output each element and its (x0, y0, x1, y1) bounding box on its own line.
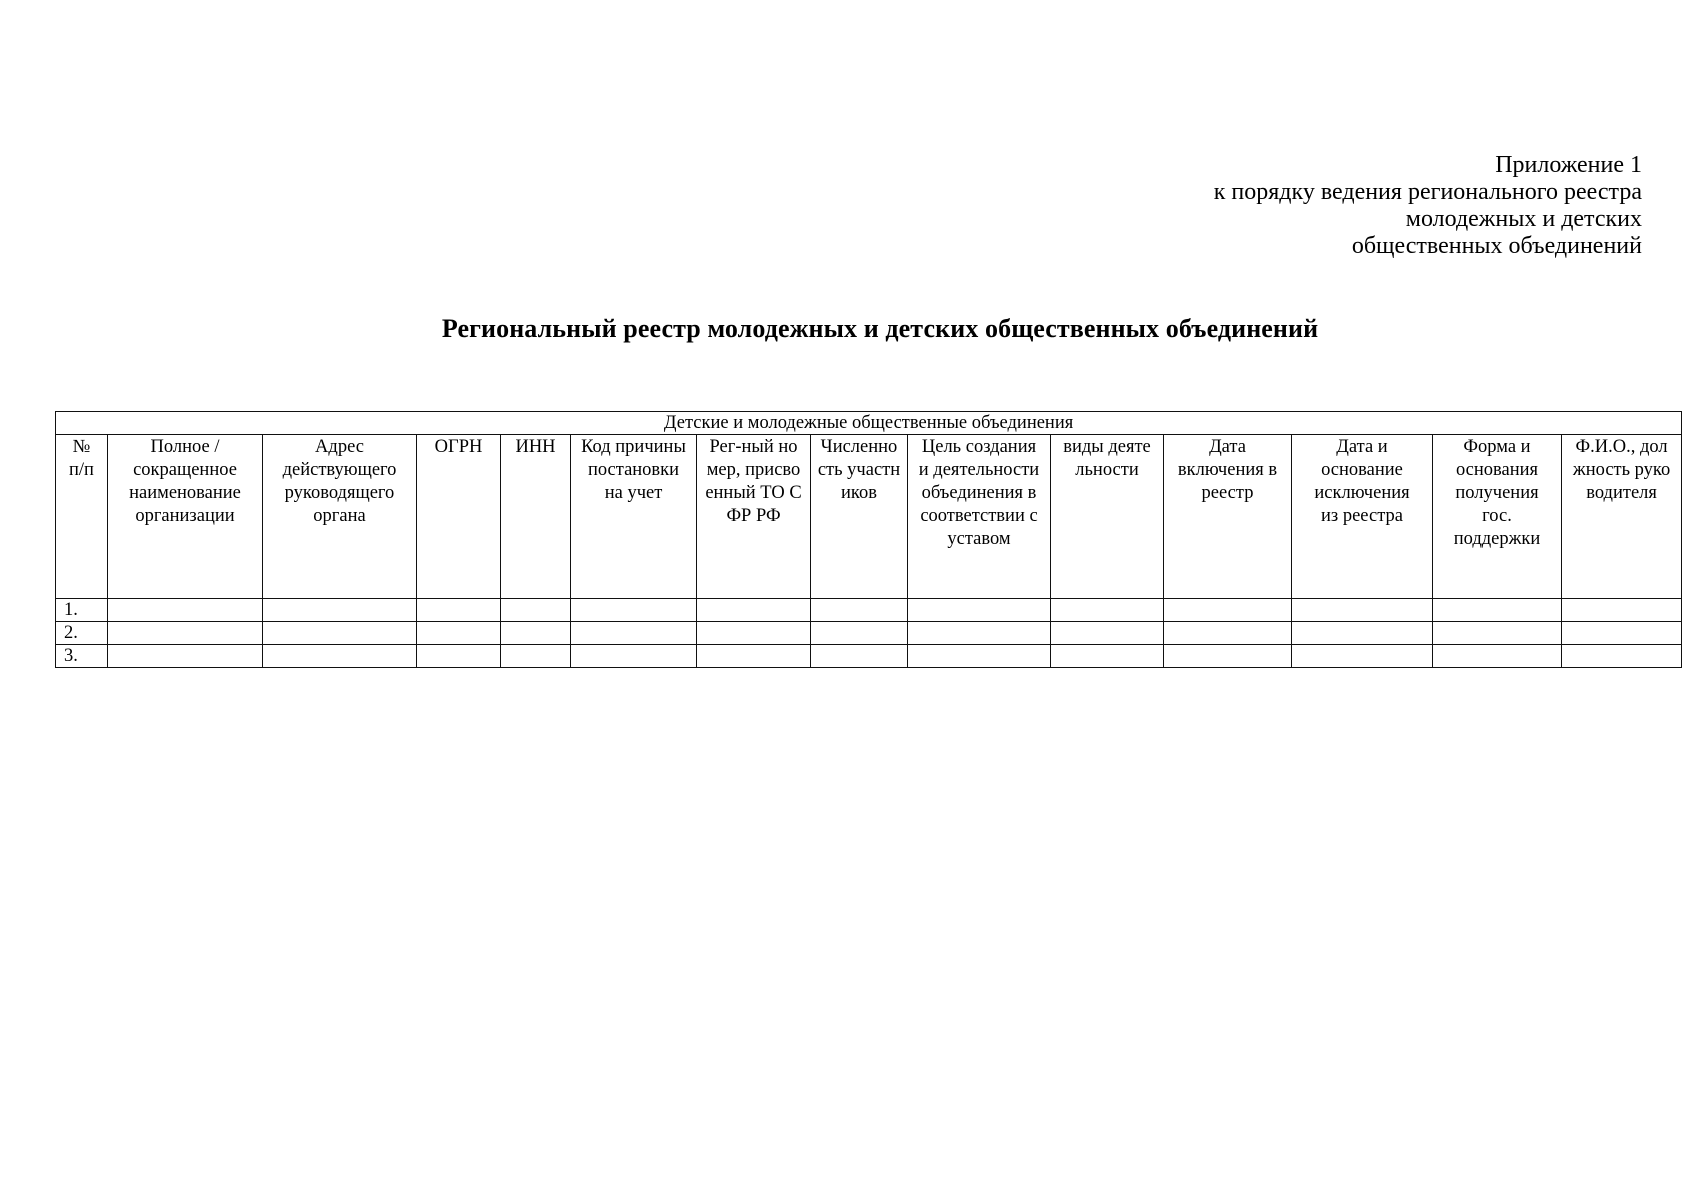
document-title: Региональный реестр молодежных и детских общественных объединений (441, 314, 1319, 343)
registry-table (55, 411, 1682, 668)
column-header-exclusion (1292, 435, 1433, 599)
table-cell (571, 599, 697, 622)
table-cell (1164, 645, 1292, 668)
column-header-name (108, 435, 263, 599)
table-cell (908, 645, 1051, 668)
column-header-activities (1051, 435, 1164, 599)
table-cell (501, 645, 571, 668)
column-header-num (56, 435, 108, 599)
table-row (56, 645, 1682, 668)
column-header-inn (501, 435, 571, 599)
table-cell (811, 599, 908, 622)
column-header-label: Цель создания и деятельности объединения в соответствии с уставом (918, 437, 1040, 549)
row-number: 2. (56, 622, 108, 645)
table-cell (263, 622, 417, 645)
column-header-label: виды деятельности (1063, 437, 1151, 480)
table-cell (1164, 599, 1292, 622)
row-number: 3. (56, 645, 108, 668)
table-cell (1562, 645, 1682, 668)
column-header-label: ОГРН (434, 437, 483, 457)
table-cell (108, 599, 263, 622)
table-cell (1051, 645, 1164, 668)
column-header-kpp (571, 435, 697, 599)
group-header-cell: Детские и молодежные общественные объединения (56, 412, 1682, 435)
column-header-label: Адрес действующего руководящего органа (282, 437, 397, 526)
group-header-row (56, 412, 1682, 435)
column-header-label: ИНН (515, 437, 556, 457)
column-header-label: Код причины постановки на учет (581, 437, 686, 503)
table-cell (1292, 622, 1433, 645)
table-cell (501, 599, 571, 622)
table-row (56, 599, 1682, 622)
table-cell (263, 599, 417, 622)
table-cell (908, 599, 1051, 622)
column-header-label: Дата включения в реестр (1177, 437, 1278, 503)
table-cell (697, 645, 811, 668)
column-header-ogrn (417, 435, 501, 599)
table-cell (417, 645, 501, 668)
table-cell (1051, 599, 1164, 622)
table-cell (417, 599, 501, 622)
row-number: 1. (56, 599, 108, 622)
column-header-label: Ф.И.О., должность руководителя (1572, 437, 1671, 503)
column-header-row (56, 435, 1682, 599)
column-header-label: Форма и основания получения гос. поддержки (1453, 437, 1541, 549)
column-header-purpose (908, 435, 1051, 599)
table-cell (108, 645, 263, 668)
appendix-line: Приложение 1 (1495, 152, 1642, 178)
table-cell (1433, 599, 1562, 622)
table-cell (417, 622, 501, 645)
table-cell (1164, 622, 1292, 645)
column-header-label: Дата и основание исключения из реестра (1314, 437, 1410, 526)
column-header-inclusion-date (1164, 435, 1292, 599)
table-cell (571, 622, 697, 645)
column-header-label: Численность участников (817, 437, 901, 503)
table-cell (571, 645, 697, 668)
table-cell (811, 645, 908, 668)
appendix-line: к порядку ведения регионального реестра (1213, 179, 1642, 205)
appendix-line: общественных объединений (1351, 233, 1642, 259)
table-cell (1292, 645, 1433, 668)
table-cell (1562, 622, 1682, 645)
column-header-state-support (1433, 435, 1562, 599)
table-cell (1433, 622, 1562, 645)
appendix-line: молодежных и детских (1405, 206, 1642, 232)
table-cell (1562, 599, 1682, 622)
column-header-label: Рег-ный номер, присвоенный ТО СФР РФ (705, 437, 802, 526)
table-cell (263, 645, 417, 668)
column-header-label: № п/п (69, 437, 94, 480)
table-cell (1433, 645, 1562, 668)
table-cell (108, 622, 263, 645)
column-header-reg-number (697, 435, 811, 599)
table-cell (1292, 599, 1433, 622)
table-cell (1051, 622, 1164, 645)
appendix-note (1214, 152, 1642, 260)
table-row (56, 622, 1682, 645)
table-cell (697, 622, 811, 645)
column-header-address (263, 435, 417, 599)
column-header-members-count (811, 435, 908, 599)
table-cell (811, 622, 908, 645)
table-cell (501, 622, 571, 645)
column-header-label: Полное / сокращенное наименование организации (129, 437, 241, 526)
column-header-head (1562, 435, 1682, 599)
table-cell (697, 599, 811, 622)
table-cell (908, 622, 1051, 645)
